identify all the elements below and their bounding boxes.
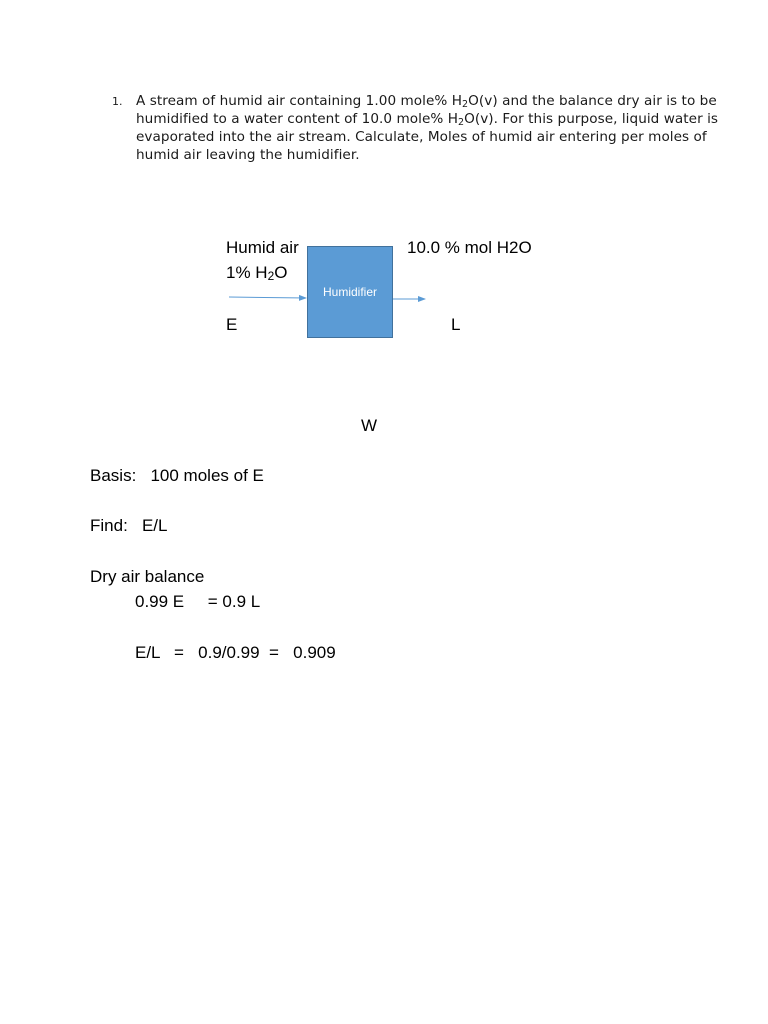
problem-text: A stream of humid air containing 1.00 mole% $H_2O(v)$ and the balance dry air is to be humidified to a water content of 10.0 mole% $H_2O(v)$. For this purpose, liquid water is evaporated into the air stream. Calculate, Moles of humid air entering per moles of humid air leaving the humidifier. <box>136 93 719 163</box>
humidifier-label: Humidifier <box>322 285 377 299</box>
outlet-composition-label: 10.0 % mol H2O <box>407 238 532 257</box>
problem-number: 1. <box>112 95 123 108</box>
humidifier-unit <box>307 246 393 338</box>
water-stream-label: W <box>361 416 378 435</box>
inlet-arrow <box>229 297 306 298</box>
outlet-stream-label: L <box>451 315 461 334</box>
inlet-stream-label: E <box>226 315 238 334</box>
balance-title: Dry air balance <box>90 567 205 586</box>
balance-equation: 0.99 E = 0.9 L <box>135 592 261 611</box>
find-line: Find: E/L <box>90 516 168 535</box>
inlet-label: Humid air <box>226 238 299 257</box>
problem-statement <box>112 92 742 164</box>
basis-line: Basis: 100 moles of E <box>90 466 264 485</box>
inlet-composition-label: 1% $H_2O$ <box>226 263 288 283</box>
result-equation: E/L = 0.9/0.99 = 0.909 <box>135 643 336 662</box>
